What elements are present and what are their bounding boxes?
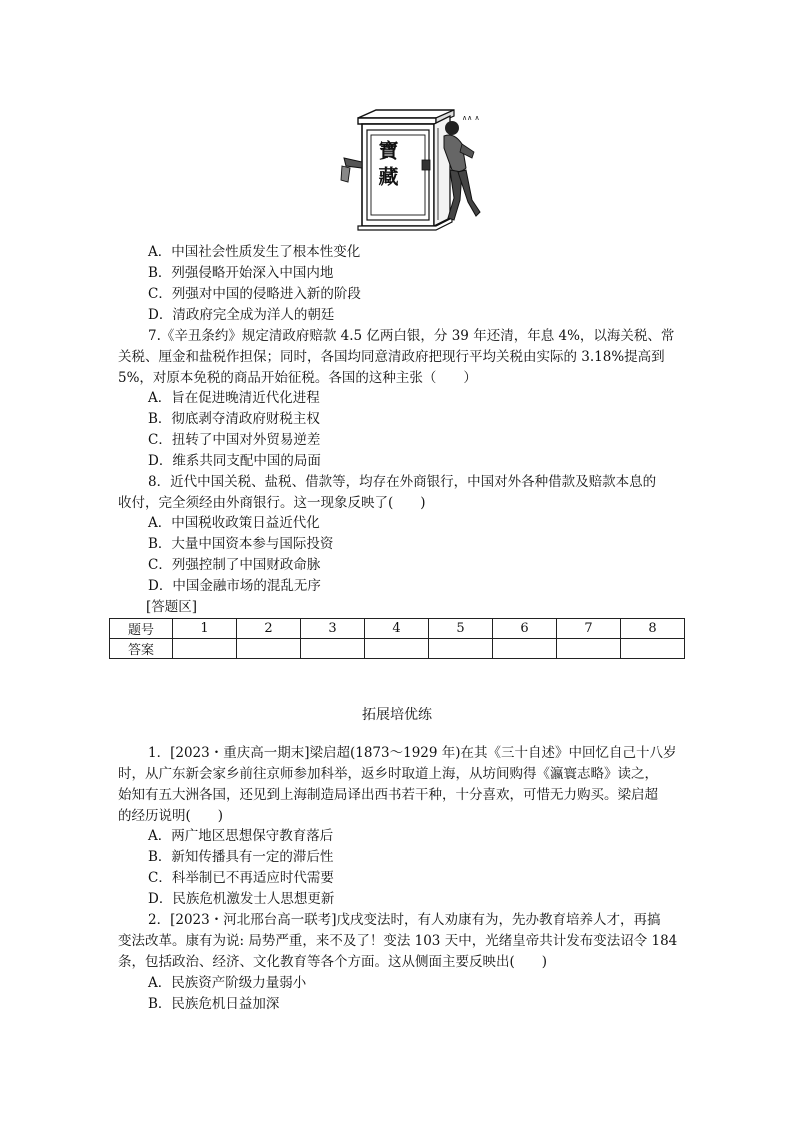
question-number-cell: 4 <box>365 619 429 639</box>
e1-stem-line-3: 始知有五大洲各国，还见到上海制造局译出西书若干种，十分喜欢，可惜无力购买。梁启超 <box>118 787 658 803</box>
q7-stem-line-3: 5%，对原本免税的商品开始征税。各国的这种主张（ ） <box>118 370 477 386</box>
svg-text:∧∧ ∧: ∧∧ ∧ <box>462 114 480 122</box>
answer-table <box>109 618 685 659</box>
q7-option-c: C．扭转了中国对外贸易逆差 <box>148 432 321 448</box>
section-title: 拓展培优练 <box>362 707 432 723</box>
question-number-header: 题号 <box>110 619 173 639</box>
e1-stem-line-1: 1．[2023・重庆高一期末]梁启超(1873～1929 年)在其《三十自述》中回忆自己十八岁 <box>148 745 677 761</box>
q8-option-a: A．中国税收政策日益近代化 <box>148 515 320 531</box>
answer-table-header-row <box>110 619 685 639</box>
e2-stem-line-2: 变法改革。康有为说: 局势严重，来不及了！变法 103 天中，光绪皇帝共计发布变法诏令 184 <box>118 933 678 949</box>
q7-option-a: A．旨在促进晚清近代化进程 <box>148 390 320 406</box>
e2-stem-line-1: 2．[2023・河北邢台高一联考]戊戌变法时，有人劝康有为，先办教育培养人才，再搞 <box>148 912 661 928</box>
q6-option-b: B．列强侵略开始深入中国内地 <box>148 265 334 281</box>
e1-option-b: B．新知传播具有一定的滞后性 <box>148 849 334 865</box>
answer-area-label: [答题区] <box>146 599 198 615</box>
q8-option-d: D．中国金融市场的混乱无序 <box>148 578 321 594</box>
question-number-cell: 6 <box>493 619 557 639</box>
question-number-cell: 2 <box>237 619 301 639</box>
q6-option-c: C．列强对中国的侵略进入新的阶段 <box>148 286 361 302</box>
answer-cell[interactable] <box>621 639 685 659</box>
answer-cell[interactable] <box>237 639 301 659</box>
e1-option-d: D．民族危机激发士人思想更新 <box>148 891 335 907</box>
answer-cell[interactable] <box>173 639 237 659</box>
treasure-cabinet-cartoon <box>336 108 481 232</box>
q6-option-d: D．清政府完全成为洋人的朝廷 <box>148 307 335 323</box>
question-number-cell: 5 <box>429 619 493 639</box>
q6-option-a: A．中国社会性质发生了根本性变化 <box>148 244 361 260</box>
q7-stem-line-2: 关税、厘金和盐税作担保；同时，各国均同意清政府把现行平均关税由实际的 3.18%提高到 <box>118 349 665 365</box>
answer-cell[interactable] <box>557 639 621 659</box>
e1-stem-line-4: 的经历说明( ) <box>118 808 224 824</box>
answer-cell[interactable] <box>493 639 557 659</box>
e1-option-c: C．科举制已不再适应时代需要 <box>148 870 334 886</box>
q8-stem-line-1: 8．近代中国关税、盐税、借款等，均存在外商银行，中国对外各种借款及赔款本息的 <box>148 474 657 490</box>
answer-cell[interactable] <box>301 639 365 659</box>
e1-option-a: A．两广地区思想保守教育落后 <box>148 828 334 844</box>
q7-stem-line-1: 7.《辛丑条约》规定清政府赔款 4.5 亿两白银，分 39 年还清，年息 4%，以海关税、常 <box>148 328 675 344</box>
answer-table-answer-row <box>110 639 685 659</box>
e2-option-a: A．民族资产阶级力量弱小 <box>148 975 307 991</box>
q8-option-c: C．列强控制了中国财政命脉 <box>148 557 321 573</box>
question-number-cell: 7 <box>557 619 621 639</box>
answer-cell[interactable] <box>365 639 429 659</box>
e2-option-b: B．民族危机日益加深 <box>148 996 280 1012</box>
question-number-cell: 8 <box>621 619 685 639</box>
e1-stem-line-2: 时，从广东新会家乡前往京师参加科举，返乡时取道上海，从坊间购得《瀛寰志略》读之， <box>118 766 658 782</box>
question-number-cell: 3 <box>301 619 365 639</box>
e2-stem-line-3: 条，包括政治、经济、文化教育等各个方面。这从侧面主要反映出( ) <box>118 954 548 970</box>
answer-header: 答案 <box>110 639 173 659</box>
q8-option-b: B．大量中国资本参与国际投资 <box>148 536 334 552</box>
q7-option-d: D．维系共同支配中国的局面 <box>148 453 321 469</box>
q7-option-b: B．彻底剥夺清政府财税主权 <box>148 411 320 427</box>
question-number-cell: 1 <box>173 619 237 639</box>
q8-stem-line-2: 收付，完全须经由外商银行。这一现象反映了( ) <box>118 495 426 511</box>
cabinet-plaque-text: 寶藏 <box>375 140 399 192</box>
answer-cell[interactable] <box>429 639 493 659</box>
